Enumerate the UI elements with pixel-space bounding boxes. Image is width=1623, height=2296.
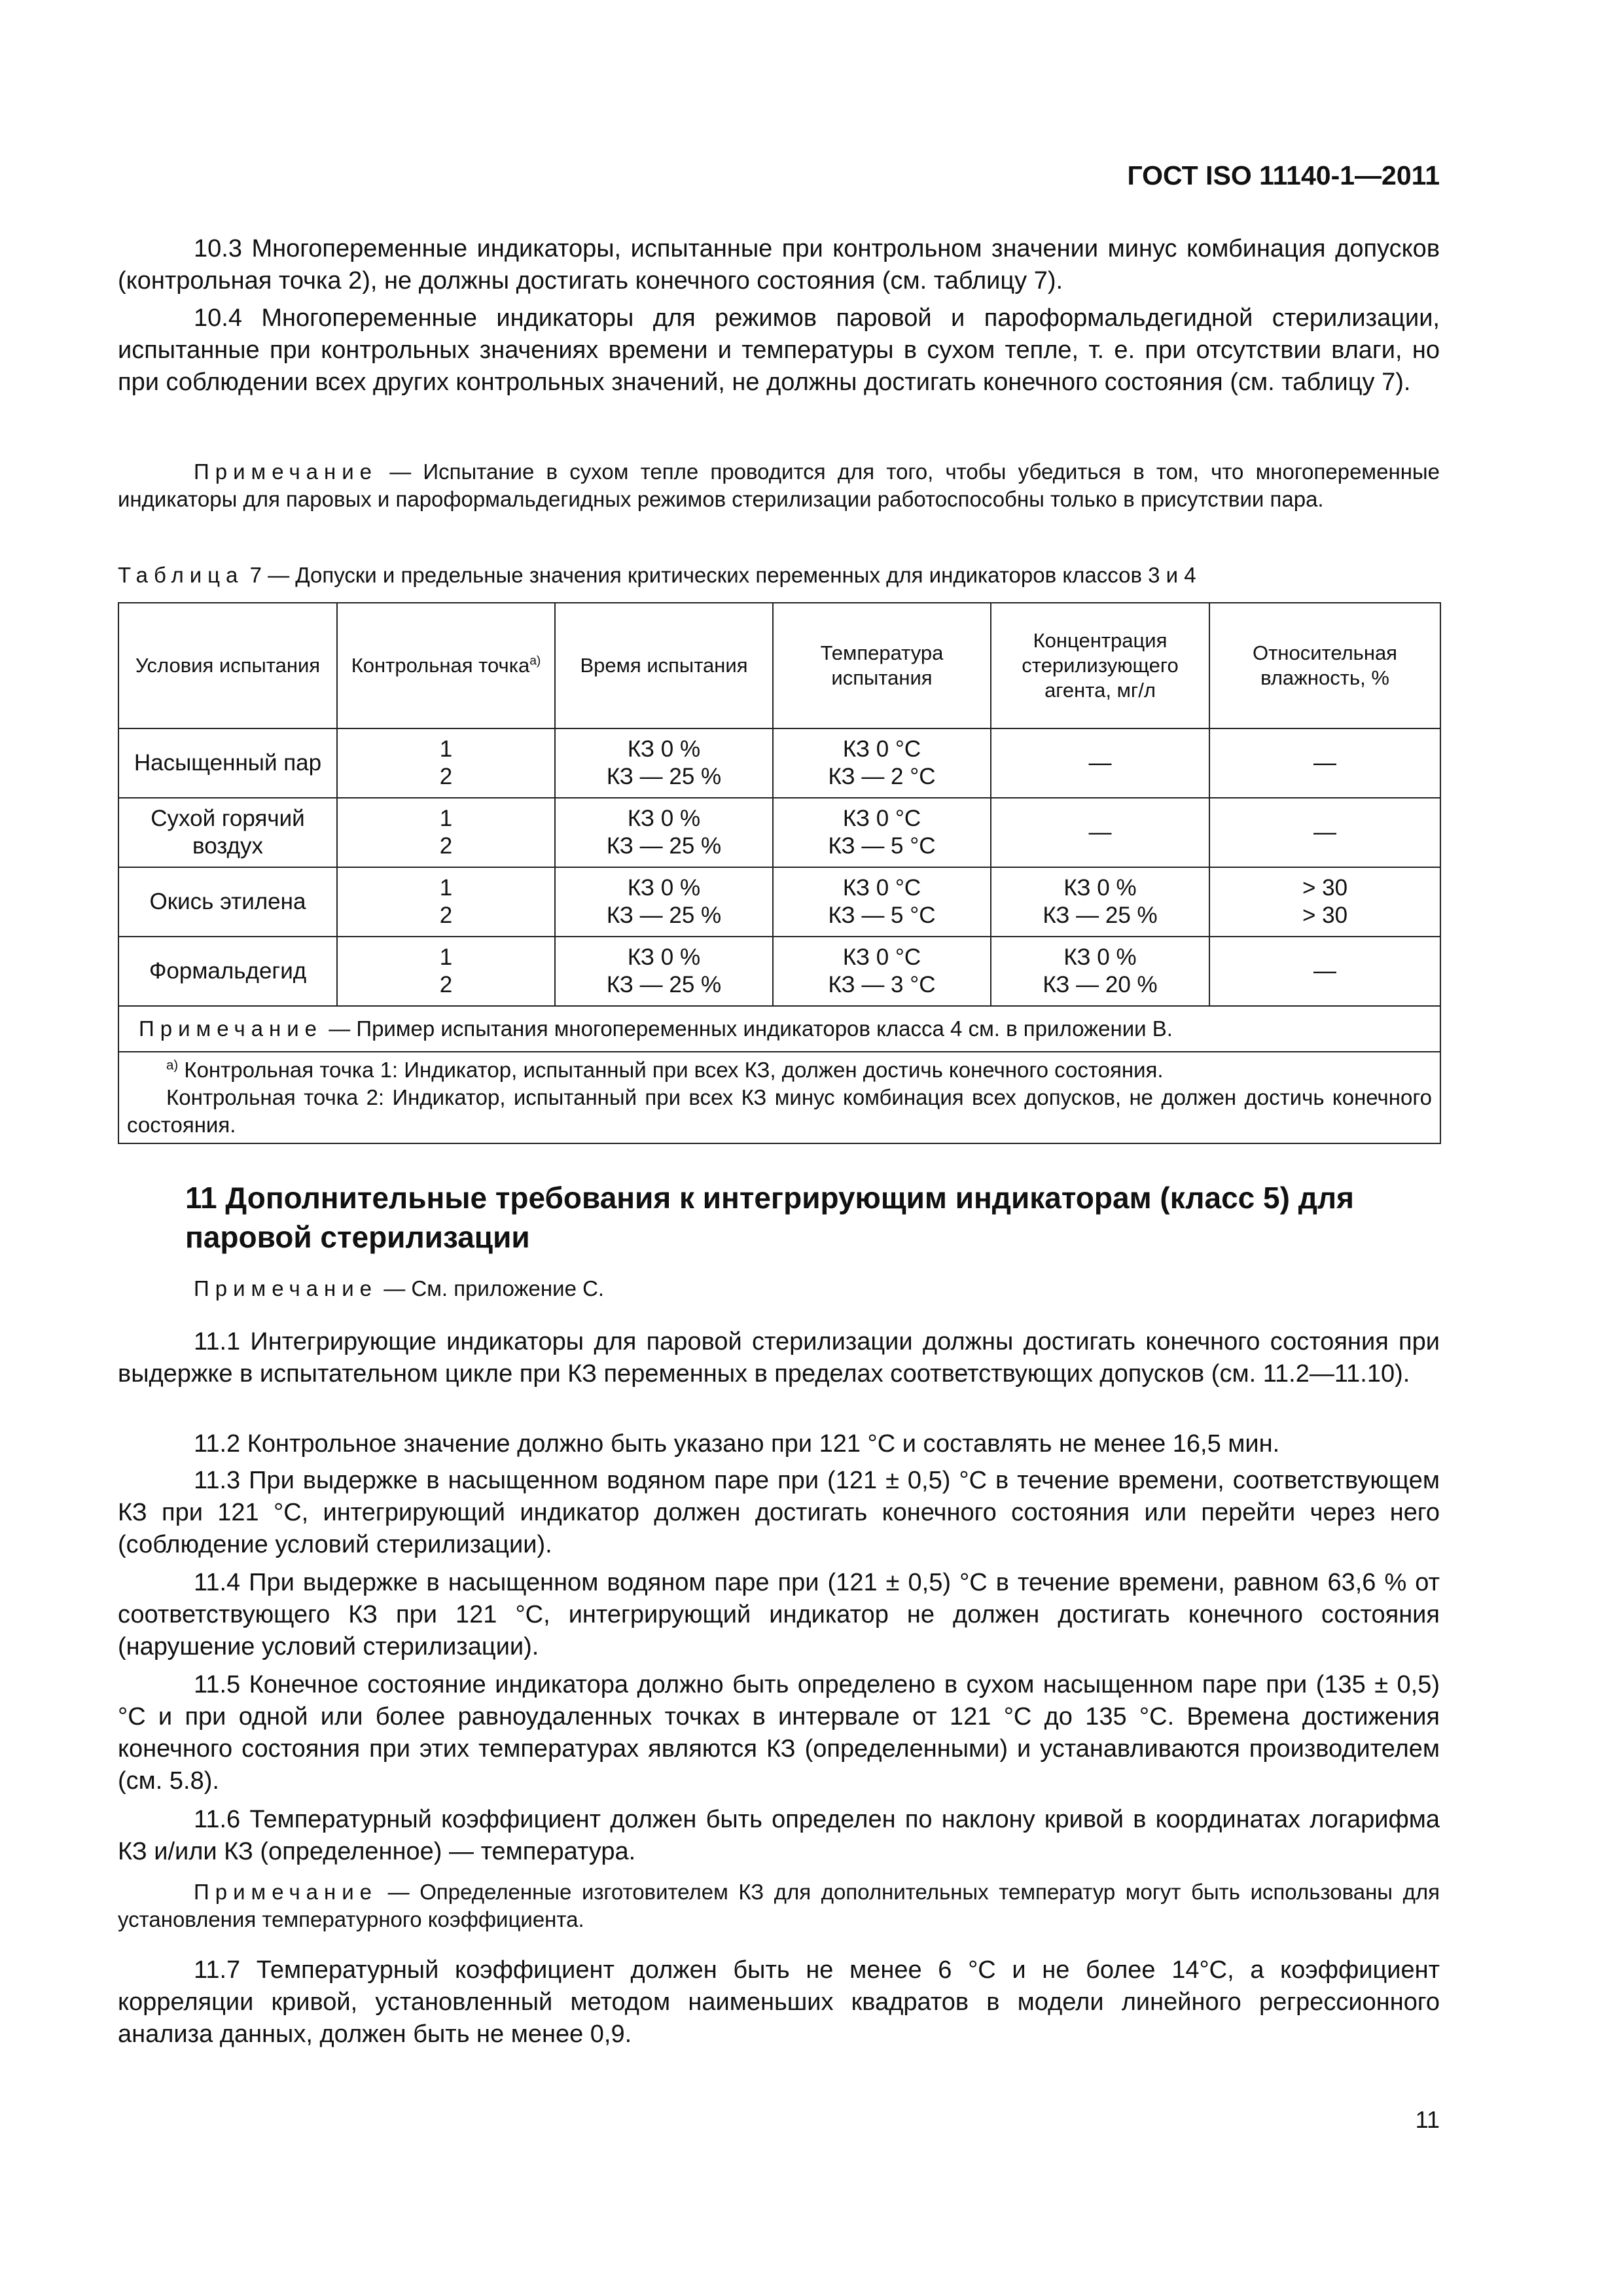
cell-conc: — xyxy=(991,728,1209,798)
cell-condition: Насыщенный пар xyxy=(118,728,337,798)
cell-humidity: — xyxy=(1209,728,1440,798)
header-conc: Концентрация стерилизующего агента, мг/л xyxy=(991,603,1209,728)
cell-condition: Сухой горячий воздух xyxy=(118,798,337,867)
paragraph-11-6: 11.6 Температурный коэффициент должен быть определен по наклону кривой в координатах логарифма КЗ и/или КЗ (определенное) — температура. xyxy=(118,1806,1440,1865)
header-point: Контрольная точка$^{а)}$ xyxy=(337,603,555,728)
footnote-ref: а) xyxy=(529,654,541,668)
table-caption xyxy=(118,562,1440,589)
table-row xyxy=(118,867,1440,937)
note-label: Примечание xyxy=(194,1880,378,1904)
cell-humidity: — xyxy=(1209,937,1440,1006)
cell-temp: КЗ 0 °С КЗ — 3 °С xyxy=(773,937,991,1006)
cell-conc: КЗ 0 % КЗ — 25 % xyxy=(991,867,1209,937)
note-see-appendix xyxy=(118,1275,1440,1302)
table-row xyxy=(118,798,1440,867)
paragraph-11-5: 11.5 Конечное состояние индикатора должно быть определено в сухом насыщенном паре при (135 ± 0,5) °С и при одной или более равноудаленных точках в интервале от 121 °С до 135 °С. Времена достижения конечного состояния при этих температурах являются КЗ (определенными) и устанавливаются производителем (см. 5.8). xyxy=(118,1671,1440,1795)
note-text: — Испытание в сухом тепле проводится для того, чтобы убедиться в том, что многопеременные индикаторы для паровых и пароформальдегидных режимов стерилизации работоспособны только в присутствии пара. xyxy=(118,459,1440,511)
table-note-row xyxy=(118,1006,1440,1052)
note-dry-heat xyxy=(118,458,1440,513)
cell-time: КЗ 0 % КЗ — 25 % xyxy=(555,798,773,867)
cell-conc: КЗ 0 % КЗ — 20 % xyxy=(991,937,1209,1006)
cell-condition: Окись этилена xyxy=(118,867,337,937)
note-temperature xyxy=(118,1878,1440,1933)
document-header: ГОСТ ISO 11140-1—2011 xyxy=(1127,160,1440,190)
footnote-line-2: Контрольная точка 2: Индикатор, испытанный при всех КЗ минус комбинация всех допусков, не должен достичь конечного состояния. xyxy=(127,1085,1432,1137)
header-time: Время испытания xyxy=(555,603,773,728)
table-note-label: Примечание xyxy=(139,1016,323,1041)
cell-point: 1 2 xyxy=(337,798,555,867)
cell-humidity: > 30 > 30 xyxy=(1209,867,1440,937)
table-caption-text: 7 — Допуски и предельные значения критических переменных для индикаторов классов 3 и 4 xyxy=(249,563,1196,587)
cell-point: 1 2 xyxy=(337,867,555,937)
cell-temp: КЗ 0 °С КЗ — 5 °С xyxy=(773,867,991,937)
table-caption-label: Таблица xyxy=(118,563,244,587)
note-text: — Определенные изготовителем КЗ для дополнительных температур могут быть использованы для установления температурного коэффициента. xyxy=(118,1880,1440,1931)
tolerance-table xyxy=(118,602,1441,1144)
cell-temp: КЗ 0 °С КЗ — 5 °С xyxy=(773,798,991,867)
cell-point: 1 2 xyxy=(337,728,555,798)
paragraph-10-4: 10.4 Многопеременные индикаторы для режимов паровой и пароформальдегидной стерилизации, испытанные при контрольных значениях времени и температуры в сухом тепле, т. е. при отсутствии влаги, но при соблюдении всех других контрольных значений, не должны достигать конечного состояния (см. таблицу 7). xyxy=(118,304,1440,396)
note-label: Примечание xyxy=(194,1276,378,1300)
table-header-row xyxy=(118,603,1440,728)
table-row xyxy=(118,937,1440,1006)
table-row xyxy=(118,728,1440,798)
note-text: — См. приложение С. xyxy=(383,1276,605,1300)
header-humidity: Относительная влажность, % xyxy=(1209,603,1440,728)
table-note-text: — Пример испытания многопеременных индикаторов класса 4 см. в приложении В. xyxy=(329,1016,1173,1041)
header-temp: Температура испытания xyxy=(773,603,991,728)
cell-condition: Формальдегид xyxy=(118,937,337,1006)
header-conditions: Условия испытания xyxy=(118,603,337,728)
cell-conc: — xyxy=(991,798,1209,867)
page-number: 11 xyxy=(1415,2106,1440,2133)
section-title: 11 Дополнительные требования к интегрирующим индикаторам (класс 5) для паровой стерилизации xyxy=(185,1181,1354,1254)
paragraph-11-3: 11.3 При выдержке в насыщенном водяном паре при (121 ± 0,5) °С в течение времени, соответствующем КЗ при 121 °С, интегрирующий индикатор должен достигать конечного состояния или перейти через него (соблюдение условий стерилизации). xyxy=(118,1467,1440,1558)
cell-time: КЗ 0 % КЗ — 25 % xyxy=(555,728,773,798)
note-label: Примечание xyxy=(194,459,378,484)
cell-humidity: — xyxy=(1209,798,1440,867)
paragraph-10-3: 10.3 Многопеременные индикаторы, испытанные при контрольном значении минус комбинация допусков (контрольная точка 2), не должны достигать конечного состояния (см. таблицу 7). xyxy=(118,235,1440,295)
table-footnote-row xyxy=(118,1052,1440,1143)
footnote-mark: а) xyxy=(166,1058,179,1073)
paragraph-11-1: 11.1 Интегрирующие индикаторы для паровой стерилизации должны достигать конечного состояния при выдержке в испытательном цикле при КЗ переменных в пределах соответствующих допусков (см. 11.2—11.10). xyxy=(118,1328,1440,1388)
cell-point: 1 2 xyxy=(337,937,555,1006)
paragraph-11-2: 11.2 Контрольное значение должно быть указано при 121 °С и составлять не менее 16,5 мин. xyxy=(194,1430,1280,1458)
cell-temp: КЗ 0 °С КЗ — 2 °С xyxy=(773,728,991,798)
footnote-line-1: $^{а)}$ Контрольная точка 1: Индикатор, испытанный при всех КЗ, должен достичь конечного состояния. xyxy=(166,1058,1164,1082)
cell-time: КЗ 0 % КЗ — 25 % xyxy=(555,937,773,1006)
table-note xyxy=(118,1006,1440,1052)
table-footnote xyxy=(118,1052,1440,1143)
cell-time: КЗ 0 % КЗ — 25 % xyxy=(555,867,773,937)
paragraph-11-7: 11.7 Температурный коэффициент должен быть не менее 6 °С и не более 14°С, а коэффициент корреляции кривой, установленный методом наименьших квадратов в модели линейного регрессионного анализа данных, должен быть не менее 0,9. xyxy=(118,1956,1440,2048)
paragraph-11-4: 11.4 При выдержке в насыщенном водяном паре при (121 ± 0,5) °С в течение времени, равном 63,6 % от соответствующего КЗ при 121 °С, интегрирующий индикатор не должен достигать конечного состояния (нарушение условий стерилизации). xyxy=(118,1569,1440,1660)
